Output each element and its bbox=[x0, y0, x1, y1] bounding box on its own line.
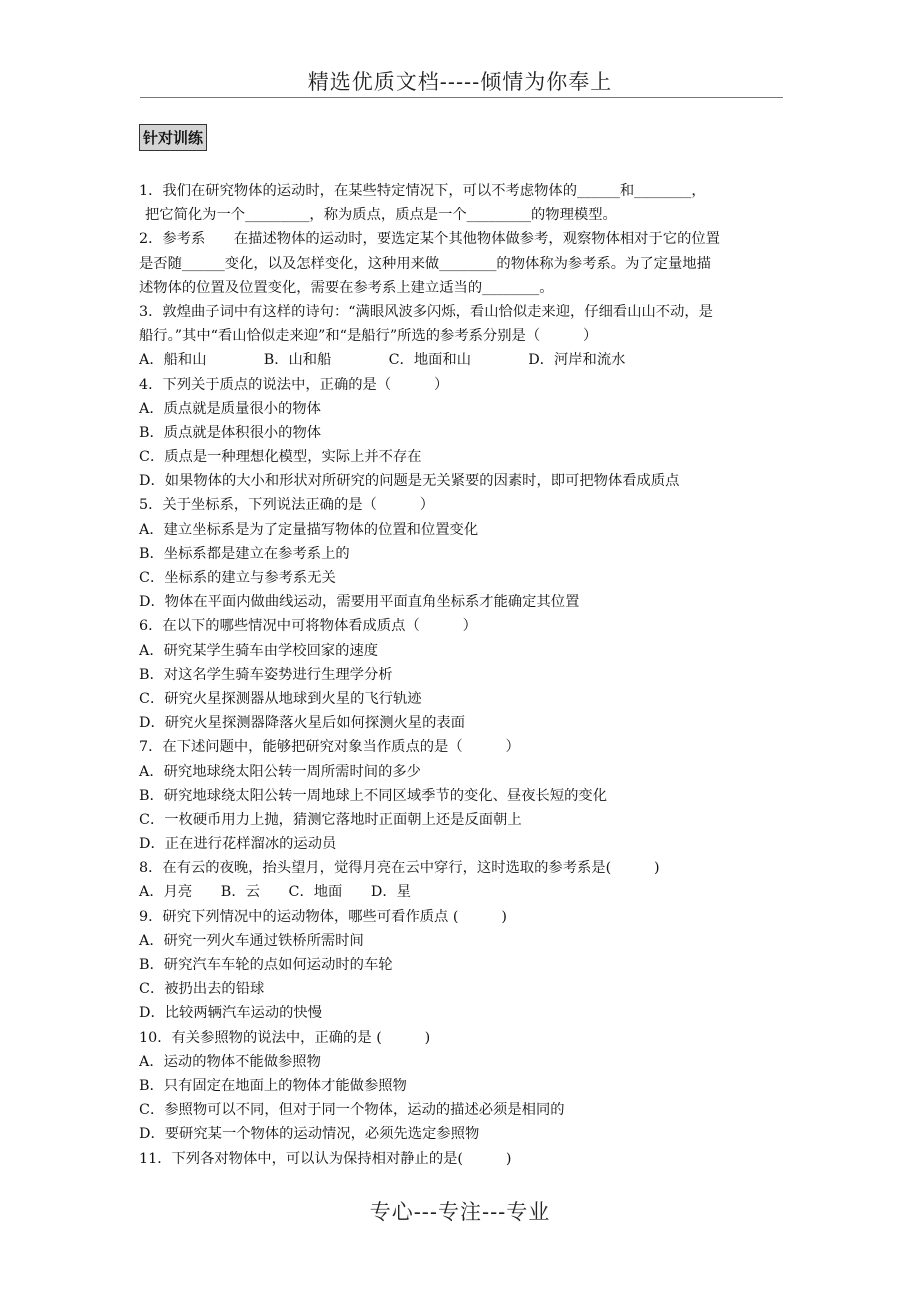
text-line: A．研究某学生骑车由学校回家的速度 bbox=[139, 642, 379, 659]
text-line: B．研究地球绕太阳公转一周地球上不同区域季节的变化、昼夜长短的变化 bbox=[139, 787, 608, 804]
text-line: A．建立坐标系是为了定量描写物体的位置和位置变化 bbox=[139, 521, 479, 538]
text-line: 10．有关参照物的说法中，正确的是 ( ) bbox=[139, 1029, 431, 1046]
text-line: A．月亮 B．云 C．地面 D．星 bbox=[139, 884, 411, 901]
text-line: 3．敦煌曲子词中有这样的诗句：“满眼风波多闪烁，看山恰似走来迎，仔细看山山不动，是 bbox=[139, 303, 713, 320]
header-divider bbox=[140, 97, 783, 98]
text-line: C．参照物可以不同，但对于同一个物体，运动的描述必须是相同的 bbox=[139, 1102, 565, 1119]
text-line: 船行。”其中“看山恰似走来迎”和“是船行”所选的参考系分别是（ ） bbox=[139, 328, 598, 345]
text-line: 述物体的位置及位置变化，需要在参考系上建立适当的________。 bbox=[139, 279, 554, 296]
text-line: C．被扔出去的铅球 bbox=[139, 981, 265, 998]
text-line: B．坐标系都是建立在参考系上的 bbox=[139, 545, 350, 562]
text-line: 11．下列各对物体中，可以认为保持相对静止的是( ) bbox=[139, 1150, 512, 1167]
text-line: A．运动的物体不能做参照物 bbox=[139, 1053, 321, 1070]
text-line: D．研究火星探测器降落火星后如何探测火星的表面 bbox=[139, 715, 465, 732]
text-line: 5．关于坐标系，下列说法正确的是（ ） bbox=[139, 497, 435, 514]
text-line: C．研究火星探测器从地球到火星的飞行轨迹 bbox=[139, 690, 422, 707]
text-line: 7．在下述问题中，能够把研究对象当作质点的是（ ） bbox=[139, 739, 520, 756]
text-line: 1．我们在研究物体的运动时，在某些特定情况下，可以不考虑物体的______和________， bbox=[139, 183, 706, 199]
text-line: 8．在有云的夜晚，抬头望月，觉得月亮在云中穿行，这时选取的参考系是( ) bbox=[139, 860, 660, 877]
text-line: 是否随______变化，以及怎样变化，这种用来做________的物体称为参考系。为了定量地描 bbox=[139, 255, 711, 272]
text-line: B．质点就是体积很小的物体 bbox=[139, 424, 322, 441]
text-line: B．研究汽车车轮的点如何运动时的车轮 bbox=[139, 957, 393, 973]
text-line: D．如果物体的大小和形状对所研究的问题是无关紧要的因素时，即可把物体看成质点 bbox=[139, 473, 680, 490]
text-line: B．只有固定在地面上的物体才能做参照物 bbox=[139, 1077, 407, 1094]
text-line: A．研究一列火车通过铁桥所需时间 bbox=[139, 932, 364, 949]
page-footer: 专心---专注---专业 bbox=[369, 1200, 551, 1224]
text-line: 2．参考系 在描述物体的运动时，要选定某个其他物体做参考，观察物体相对于它的位置 bbox=[139, 231, 720, 248]
text-line: 4．下列关于质点的说法中，正确的是（ ） bbox=[139, 376, 449, 393]
text-line: B．对这名学生骑车姿势进行生理学分析 bbox=[139, 666, 393, 683]
text-line: D．要研究某一个物体的运动情况，必须先选定参照物 bbox=[139, 1126, 480, 1143]
text-line: A．船和山 B．山和船 C．地面和山 D．河岸和流水 bbox=[139, 352, 626, 369]
question-list bbox=[139, 179, 789, 1171]
text-line: C．一枚硬币用力上抛，猜测它落地时正面朝上还是反面朝上 bbox=[139, 811, 522, 828]
text-line: 9．研究下列情况中的运动物体，哪些可看作质点 ( ) bbox=[139, 908, 507, 925]
text-line: 把它简化为一个_________，称为质点，质点是一个_________的物理模型。 bbox=[145, 207, 617, 224]
text-line: A．质点就是质量很小的物体 bbox=[139, 400, 321, 417]
text-line: D．比较两辆汽车运动的快慢 bbox=[139, 1005, 323, 1022]
text-line: D．物体在平面内做曲线运动，需要用平面直角坐标系才能确定其位置 bbox=[139, 594, 580, 611]
text-line: C．坐标系的建立与参考系无关 bbox=[139, 570, 336, 586]
page-header: 精选优质文档-----倾情为你奉上 bbox=[307, 70, 613, 94]
text-line: C．质点是一种理想化模型，实际上并不存在 bbox=[139, 449, 422, 466]
text-line: 6．在以下的哪些情况中可将物体看成质点（ ） bbox=[139, 618, 477, 635]
text-line: A．研究地球绕太阳公转一周所需时间的多少 bbox=[139, 763, 421, 780]
text-line: D．正在进行花样溜冰的运动员 bbox=[139, 836, 337, 853]
section-title: 针对训练 bbox=[139, 124, 207, 151]
